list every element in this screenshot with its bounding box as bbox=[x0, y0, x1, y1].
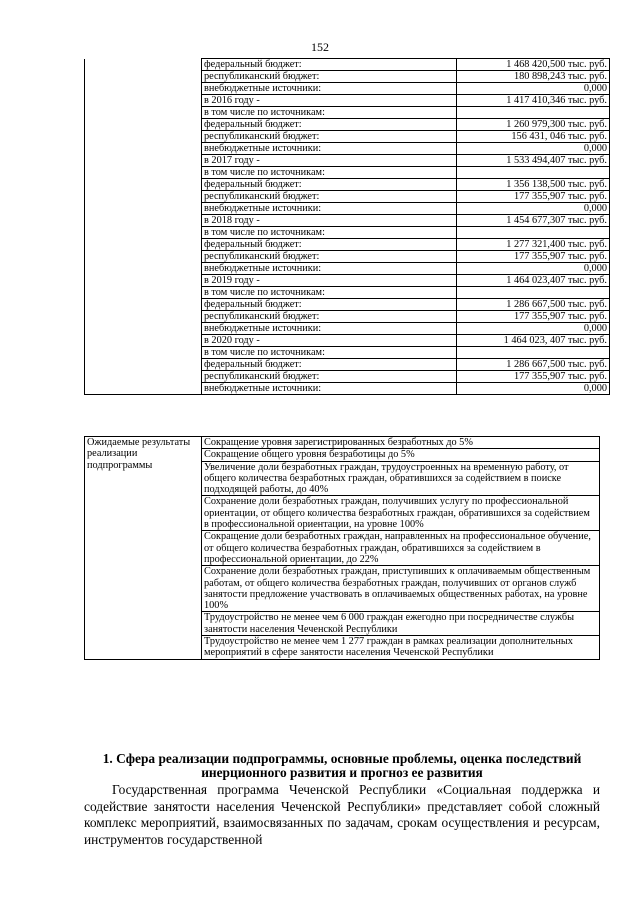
row-header-cell bbox=[85, 335, 202, 347]
funding-row bbox=[85, 227, 610, 239]
body-paragraph: Государственная программа Чеченской Республики «Социальная поддержка и содействие занятости населения Чеченской Республики» представляет собой сложный комплекс мероприятий, взаимосвязанных по задачам, срокам осуществления и ресурсам, инструментов государственной bbox=[84, 782, 600, 847]
funding-amount: 177 355,907 тыс. руб. bbox=[457, 251, 610, 263]
funding-amount bbox=[457, 107, 610, 119]
row-header-cell bbox=[85, 275, 202, 287]
funding-row bbox=[85, 95, 610, 107]
funding-row bbox=[85, 131, 610, 143]
funding-row bbox=[85, 119, 610, 131]
funding-amount: 1 468 420,500 тыс. руб. bbox=[457, 59, 610, 71]
results-label: Ожидаемые результаты реализации подпрограммы bbox=[85, 437, 202, 660]
funding-source-label: в том числе по источникам: bbox=[202, 347, 457, 359]
funding-source-label: федеральный бюджет: bbox=[202, 119, 457, 131]
funding-source-label: внебюджетные источники: bbox=[202, 263, 457, 275]
row-header-cell bbox=[85, 71, 202, 83]
funding-source-label: республиканский бюджет: bbox=[202, 311, 457, 323]
row-header-cell bbox=[85, 119, 202, 131]
funding-source-label: внебюджетные источники: bbox=[202, 203, 457, 215]
funding-source-label: республиканский бюджет: bbox=[202, 251, 457, 263]
funding-row bbox=[85, 191, 610, 203]
row-header-cell bbox=[85, 263, 202, 275]
funding-row bbox=[85, 275, 610, 287]
funding-amount: 1 417 410,346 тыс. руб. bbox=[457, 95, 610, 107]
funding-amount: 0,000 bbox=[457, 143, 610, 155]
row-header-cell bbox=[85, 107, 202, 119]
expected-results-table bbox=[84, 436, 600, 660]
funding-source-label: в 2017 году - bbox=[202, 155, 457, 167]
funding-amount: 0,000 bbox=[457, 203, 610, 215]
funding-row bbox=[85, 203, 610, 215]
funding-amount bbox=[457, 287, 610, 299]
row-header-cell bbox=[85, 371, 202, 383]
row-header-cell bbox=[85, 299, 202, 311]
funding-amount: 180 898,243 тыс. руб. bbox=[457, 71, 610, 83]
row-header-cell bbox=[85, 311, 202, 323]
funding-source-label: в 2016 году - bbox=[202, 95, 457, 107]
row-header-cell bbox=[85, 251, 202, 263]
funding-amount bbox=[457, 227, 610, 239]
result-item: Сокращение доли безработных граждан, направленных на профессиональное обучение, от общего количества безработных граждан, обратившихся за содействием в профессиональной ориентации, до 22% bbox=[202, 531, 600, 566]
funding-row bbox=[85, 311, 610, 323]
funding-row bbox=[85, 107, 610, 119]
funding-source-label: федеральный бюджет: bbox=[202, 179, 457, 191]
funding-amount: 0,000 bbox=[457, 383, 610, 395]
funding-row bbox=[85, 263, 610, 275]
funding-row bbox=[85, 179, 610, 191]
funding-row bbox=[85, 71, 610, 83]
funding-source-label: в том числе по источникам: bbox=[202, 107, 457, 119]
funding-amount: 177 355,907 тыс. руб. bbox=[457, 371, 610, 383]
result-item: Сокращение уровня зарегистрированных безработных до 5% bbox=[202, 437, 600, 449]
funding-row bbox=[85, 167, 610, 179]
funding-source-label: в 2019 году - bbox=[202, 275, 457, 287]
section-heading: 1. Сфера реализации подпрограммы, основные проблемы, оценка последствий инерционного развития и прогноз ее развития bbox=[102, 751, 582, 780]
funding-source-label: республиканский бюджет: bbox=[202, 191, 457, 203]
funding-row bbox=[85, 155, 610, 167]
funding-amount bbox=[457, 347, 610, 359]
row-header-cell bbox=[85, 155, 202, 167]
funding-source-label: федеральный бюджет: bbox=[202, 359, 457, 371]
funding-row bbox=[85, 239, 610, 251]
funding-amount: 1 260 979,300 тыс. руб. bbox=[457, 119, 610, 131]
funding-amount: 156 431, 046 тыс. руб. bbox=[457, 131, 610, 143]
row-header-cell bbox=[85, 239, 202, 251]
funding-source-label: внебюджетные источники: bbox=[202, 83, 457, 95]
row-header-cell bbox=[85, 359, 202, 371]
funding-source-label: федеральный бюджет: bbox=[202, 59, 457, 71]
funding-source-label: в 2020 году - bbox=[202, 335, 457, 347]
funding-row bbox=[85, 83, 610, 95]
funding-amount: 0,000 bbox=[457, 323, 610, 335]
funding-row bbox=[85, 215, 610, 227]
funding-row bbox=[85, 359, 610, 371]
funding-row bbox=[85, 251, 610, 263]
result-item: Трудоустройство не менее чем 1 277 граждан в рамках реализации дополнительных мероприятий в сфере занятости населения Чеченской Республики bbox=[202, 636, 600, 660]
row-header-cell bbox=[85, 383, 202, 395]
funding-row bbox=[85, 371, 610, 383]
row-header-cell bbox=[85, 167, 202, 179]
row-header-cell bbox=[85, 179, 202, 191]
row-header-cell bbox=[85, 203, 202, 215]
funding-amount: 1 464 023,407 тыс. руб. bbox=[457, 275, 610, 287]
row-header-cell bbox=[85, 287, 202, 299]
funding-amount: 0,000 bbox=[457, 83, 610, 95]
row-header-cell bbox=[85, 143, 202, 155]
result-item: Сохранение доли безработных граждан, получивших услугу по профессиональной ориентации, от общего количества безработных граждан, обратившихся за содействием в профессиональной ориентации, на уровне 100% bbox=[202, 496, 600, 531]
result-row bbox=[85, 437, 600, 449]
funding-row bbox=[85, 347, 610, 359]
funding-amount: 1 286 667,500 тыс. руб. bbox=[457, 299, 610, 311]
row-header-cell bbox=[85, 191, 202, 203]
result-item: Увеличение доли безработных граждан, трудоустроенных на временную работу, от общего количества безработных граждан, обратившихся за содействием в поиске подходящей работы, до 40% bbox=[202, 461, 600, 496]
row-header-cell bbox=[85, 131, 202, 143]
funding-amount: 1 454 677,307 тыс. руб. bbox=[457, 215, 610, 227]
row-header-cell bbox=[85, 215, 202, 227]
funding-source-label: республиканский бюджет: bbox=[202, 371, 457, 383]
funding-row bbox=[85, 299, 610, 311]
result-item: Сокращение общего уровня безработицы до 5% bbox=[202, 449, 600, 461]
funding-source-label: федеральный бюджет: bbox=[202, 299, 457, 311]
funding-amount: 1 464 023, 407 тыс. руб. bbox=[457, 335, 610, 347]
funding-source-label: внебюджетные источники: bbox=[202, 143, 457, 155]
funding-source-label: в том числе по источникам: bbox=[202, 167, 457, 179]
funding-amount: 1 286 667,500 тыс. руб. bbox=[457, 359, 610, 371]
funding-source-label: республиканский бюджет: bbox=[202, 71, 457, 83]
funding-amount bbox=[457, 167, 610, 179]
row-header-cell bbox=[85, 59, 202, 71]
funding-amount: 177 355,907 тыс. руб. bbox=[457, 191, 610, 203]
funding-table bbox=[84, 58, 610, 395]
row-header-cell bbox=[85, 95, 202, 107]
funding-source-label: в 2018 году - bbox=[202, 215, 457, 227]
funding-row bbox=[85, 287, 610, 299]
funding-amount: 1 277 321,400 тыс. руб. bbox=[457, 239, 610, 251]
funding-source-label: внебюджетные источники: bbox=[202, 383, 457, 395]
funding-amount: 1 533 494,407 тыс. руб. bbox=[457, 155, 610, 167]
page-number: 152 bbox=[311, 40, 329, 54]
row-header-cell bbox=[85, 83, 202, 95]
row-header-cell bbox=[85, 227, 202, 239]
funding-source-label: федеральный бюджет: bbox=[202, 239, 457, 251]
funding-amount: 177 355,907 тыс. руб. bbox=[457, 311, 610, 323]
funding-source-label: в том числе по источникам: bbox=[202, 227, 457, 239]
funding-row bbox=[85, 143, 610, 155]
funding-row bbox=[85, 59, 610, 71]
funding-source-label: республиканский бюджет: bbox=[202, 131, 457, 143]
funding-amount: 1 356 138,500 тыс. руб. bbox=[457, 179, 610, 191]
funding-source-label: в том числе по источникам: bbox=[202, 287, 457, 299]
funding-row bbox=[85, 335, 610, 347]
funding-row bbox=[85, 383, 610, 395]
funding-source-label: внебюджетные источники: bbox=[202, 323, 457, 335]
row-header-cell bbox=[85, 323, 202, 335]
row-header-cell bbox=[85, 347, 202, 359]
funding-amount: 0,000 bbox=[457, 263, 610, 275]
result-item: Трудоустройство не менее чем 6 000 граждан ежегодно при посредничестве службы занятости населения Чеченской Республики bbox=[202, 612, 600, 636]
funding-row bbox=[85, 323, 610, 335]
result-item: Сохранение доли безработных граждан, приступивших к оплачиваемым общественным работам, от общего количества безработных граждан, получивших от органов служб занятости предложение участвовать в оплачиваемых общественных работах, на уровне 100% bbox=[202, 566, 600, 612]
